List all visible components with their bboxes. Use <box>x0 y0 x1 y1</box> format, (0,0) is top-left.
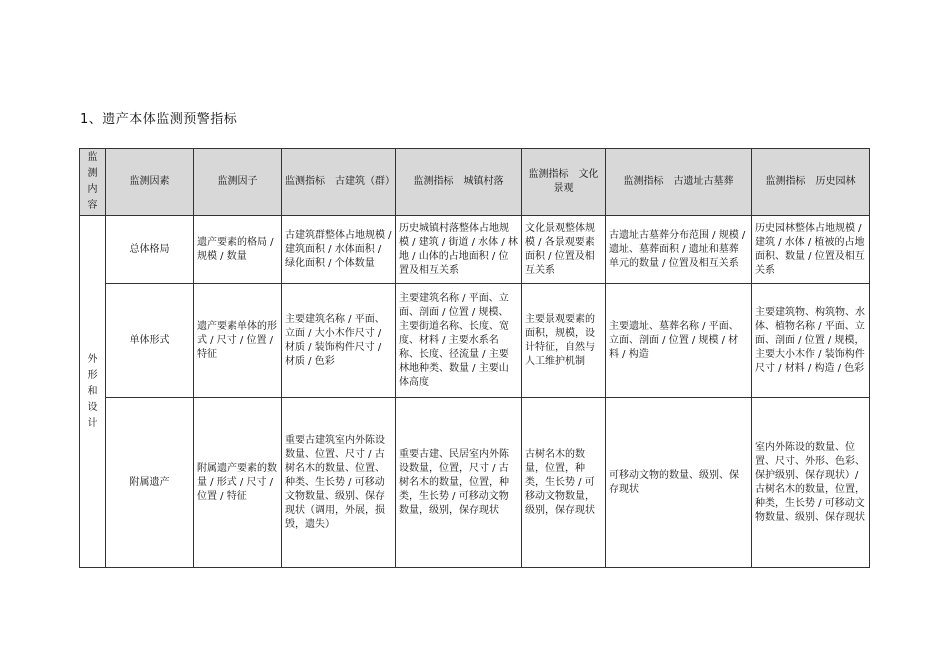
row-item: 遗产要素的格局 / 规模 / 数量 <box>194 216 282 284</box>
header-historic-garden: 监测指标 历史园林 <box>752 149 870 216</box>
header-site-tomb: 监测指标 古遗址古墓葬 <box>606 149 752 216</box>
cell-cultural-landscape: 古树名木的数量，位置，种类，生长势 / 可移动文物数量，级别，保存现状 <box>522 398 606 568</box>
cell-cultural-landscape: 主要景观要素的面积，规模，设计特征，自然与人工维护机制 <box>522 284 606 398</box>
header-monitoring-factor: 监测因素 <box>106 149 194 216</box>
cell-historic-garden: 室内外陈设的数量、位置、尺寸、外形、色彩、保护级别、保存现状）/ 古树名木的数量，位置，种类，生长势 / 可移动文物数量、级别、保存现状 <box>752 398 870 568</box>
cell-cultural-landscape: 文化景观整体规模 / 各景观要素面积 / 位置及相互关系 <box>522 216 606 284</box>
row-factor: 附属遗产 <box>106 398 194 568</box>
cell-site-tomb: 可移动文物的数量、级别、保存现状 <box>606 398 752 568</box>
header-monitoring-item: 监测因子 <box>194 149 282 216</box>
cell-town-village: 重要古建、民居室内外陈设数量，位置，尺寸 / 古树名木的数量，位置，种类，生长势 / 可移动文物数量，级别，保存现状 <box>396 398 522 568</box>
cell-site-tomb: 古遗址古墓葬分布范围 / 规模 / 遗址、墓葬面积 / 遗址和墓葬单元的数量 / 位置及相互关系 <box>606 216 752 284</box>
group-label-cell: 外形和设计 <box>80 216 106 568</box>
table-row <box>80 284 870 398</box>
cell-ancient-building: 重要古建筑室内外陈设数量、位置、尺寸 / 古树名木的数量、位置、种类、生长势 / 可移动文物数量、级别、保存现状（调用，外展，损毁，遗失） <box>282 398 396 568</box>
header-monitoring-content: 监测内容 <box>80 149 106 216</box>
header-cultural-landscape: 监测指标 文化景观 <box>522 149 606 216</box>
cell-town-village: 主要建筑名称 / 平面、立面、剖面 / 位置 / 规模、主要街道名称、长度、宽度、材料 / 主要水系名称、长度、径流量 / 主要林地种类、数量 / 主要山体高度 <box>396 284 522 398</box>
cell-ancient-building: 古建筑群整体占地规模 / 建筑面积 / 水体面积 / 绿化面积 / 个体数量 <box>282 216 396 284</box>
table-row <box>80 398 870 568</box>
table-row <box>80 216 870 284</box>
row-item: 遗产要素单体的形式 / 尺寸 / 位置 / 特征 <box>194 284 282 398</box>
row-factor: 单体形式 <box>106 284 194 398</box>
cell-town-village: 历史城镇村落整体占地规模 / 建筑 / 街道 / 水体 / 林地 / 山体的占地面积 / 位置及相互关系 <box>396 216 522 284</box>
page-heading: 1、遗产本体监测预警指标 <box>80 112 238 127</box>
cell-historic-garden: 历史园林整体占地规模 / 建筑 / 水体 / 植被的占地面积、数量 / 位置及相互关系 <box>752 216 870 284</box>
header-town-village: 监测指标 城镇村落 <box>396 149 522 216</box>
row-item: 附属遗产要素的数量 / 形式 / 尺寸 / 位置 / 特征 <box>194 398 282 568</box>
table-header-row <box>80 149 870 216</box>
row-factor: 总体格局 <box>106 216 194 284</box>
heritage-monitoring-table <box>79 148 870 568</box>
cell-site-tomb: 主要遗址、墓葬名称 / 平面、立面、剖面 / 位置 / 规模 / 材料 / 构造 <box>606 284 752 398</box>
cell-ancient-building: 主要建筑名称 / 平面、立面 / 大小木作尺寸 / 材质 / 装饰构件尺寸 / 材质 / 色彩 <box>282 284 396 398</box>
cell-historic-garden: 主要建筑物、构筑物、水体、植物名称 / 平面、立面、剖面 / 位置 / 规模，主要大小木作 / 装饰构件尺寸 / 材料 / 构造 / 色彩 <box>752 284 870 398</box>
header-ancient-building: 监测指标 古建筑（群） <box>282 149 396 216</box>
